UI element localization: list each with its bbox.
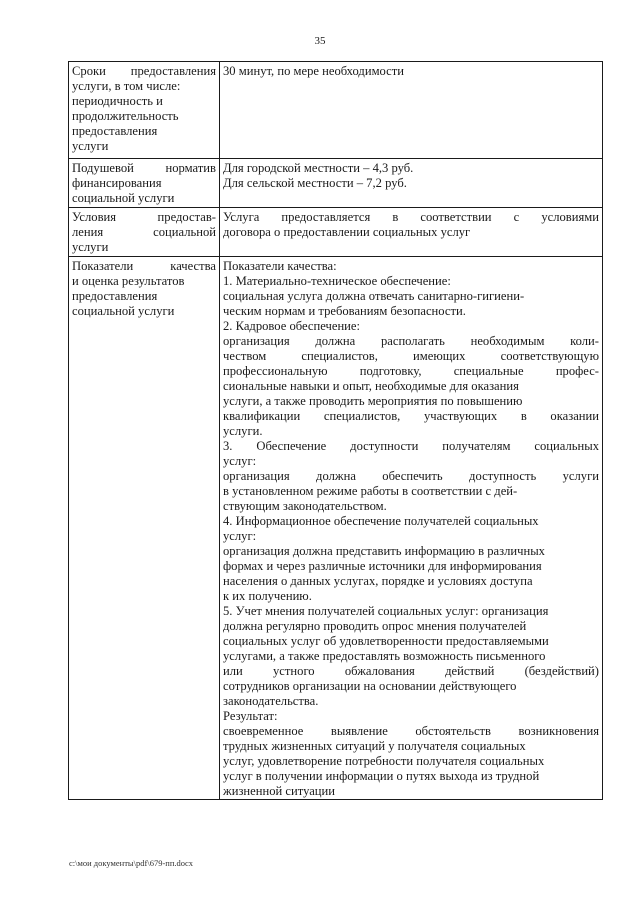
footer-file-path: c:\мои документы\pdf\679-пп.docx [69, 858, 194, 868]
row-value-line: трудных жизненных ситуаций у получателя социальных [223, 739, 526, 753]
table-row [69, 159, 603, 208]
row-label-line: продолжительность [72, 109, 179, 123]
table-row [69, 62, 603, 159]
row-value-line: Услуга предоставляется в соответствии с условиями [223, 210, 599, 224]
row-label-line: услуги, в том числе: [72, 79, 181, 93]
table-body [69, 62, 603, 800]
row-value-line: Для городской местности – 4,3 руб. [223, 161, 414, 175]
row-label-line: финансирования [72, 176, 162, 190]
row-value-line: 30 минут, по мере необходимости [223, 64, 404, 78]
row-value-line: или устного обжалования действий (бездействий) [223, 664, 599, 678]
row-value-line: услуг: [223, 454, 257, 468]
row-value-line: квалификации специалистов, участвующих в оказании [223, 409, 599, 423]
row-value-line: Результат: [223, 709, 278, 723]
row-value-line: формах и через различные источники для информирования [223, 559, 542, 573]
page-number: 35 [314, 35, 326, 47]
row-label-line: и оценка результатов [72, 274, 185, 288]
row-value-line: 4. Информационное обеспечение получателей социальных [223, 514, 539, 528]
row-label-cell [69, 208, 220, 257]
row-label-line: Сроки предоставления [72, 64, 216, 78]
row-value-line: в установленном режиме работы в соответствии с дей- [223, 484, 518, 498]
row-label-line: услуги [72, 240, 109, 254]
row-label-line: предоставления [72, 124, 158, 138]
row-value-line: услуг, удовлетворение потребности получателя социальных [223, 754, 545, 768]
row-label-cell [69, 62, 220, 159]
row-value-line: должна регулярно проводить опрос мнения получателей [223, 619, 527, 633]
row-value-cell [220, 159, 603, 208]
row-label-line: предоставления [72, 289, 158, 303]
row-value-line: Для сельской местности – 7,2 руб. [223, 176, 407, 190]
row-value-cell [220, 257, 603, 800]
row-label-line: ления социальной [72, 225, 216, 239]
row-value-line: услуг: [223, 529, 257, 543]
row-value-cell [220, 62, 603, 159]
row-value-line: ческим нормам и требованиям безопасности. [223, 304, 466, 318]
row-value-line: услуги, а также проводить мероприятия по повышению [223, 394, 523, 408]
row-value-line: законодательства. [223, 694, 319, 708]
row-label-cell [69, 257, 220, 800]
row-value-line: услугами, а также предоставлять возможность письменного [223, 649, 546, 663]
row-value-line: организация должна располагать необходимым коли- [223, 334, 599, 348]
service-standard-table [68, 61, 603, 800]
row-value-line: социальная услуга должна отвечать санитарно-гигиени- [223, 289, 525, 303]
row-label-line: услуги [72, 139, 109, 153]
row-value-line: своевременное выявление обстоятельств возникновения [223, 724, 599, 738]
row-value-line: 5. Учет мнения получателей социальных услуг: организация [223, 604, 549, 618]
row-value-line: жизненной ситуации [223, 784, 336, 798]
row-value-line: 3. Обеспечение доступности получателям социальных [223, 439, 599, 453]
row-value-line: 1. Материально-техническое обеспечение: [223, 274, 451, 288]
row-label-line: социальной услуги [72, 304, 175, 318]
row-label-line: социальной услуги [72, 191, 175, 205]
row-value-line: сиональные навыки и опыт, необходимые для оказания [223, 379, 519, 393]
row-value-line: чеством специалистов, имеющих соответствующую [223, 349, 599, 363]
row-value-line: населения о данных услугах, порядке и условиях доступа [223, 574, 533, 588]
row-label-line: Показатели качества [72, 259, 216, 273]
row-value-line: Показатели качества: [223, 259, 337, 273]
row-value-line: договора о предоставлении социальных услуг [223, 225, 471, 239]
row-value-line: социальных услуг об удовлетворенности предоставляемыми [223, 634, 549, 648]
row-label-line: периодичность и [72, 94, 163, 108]
row-value-line: 2. Кадровое обеспечение: [223, 319, 361, 333]
row-label-line: Подушевой норматив [72, 161, 216, 175]
row-value-line: к их получению. [223, 589, 312, 603]
row-label-cell [69, 159, 220, 208]
row-value-line: сотрудников организации на основании действующего [223, 679, 517, 693]
row-value-line: ствующим законодательством. [223, 499, 387, 513]
row-value-line: организация должна представить информацию в различных [223, 544, 545, 558]
table-row [69, 208, 603, 257]
row-value-line: услуг в получении информации о путях выхода из трудной [223, 769, 540, 783]
row-value-line: организация должна обеспечить доступность услуги [223, 469, 599, 483]
row-value-line: профессиональную подготовку, специальные профес- [223, 364, 599, 378]
row-value-line: услуги. [223, 424, 263, 438]
table-row [69, 257, 603, 800]
row-label-line: Условия предостав- [72, 210, 216, 224]
row-value-cell [220, 208, 603, 257]
